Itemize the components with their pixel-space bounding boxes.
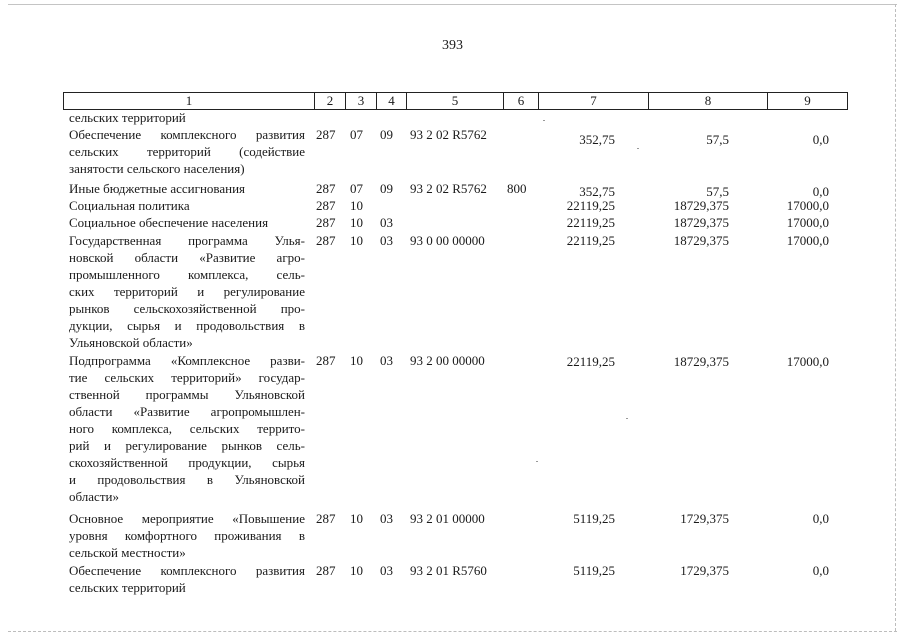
row-name-line: новской области «Развитие агро- bbox=[69, 250, 305, 265]
cell-c9: 0,0 bbox=[812, 563, 829, 578]
row-name-line: Социальная политика bbox=[69, 198, 190, 213]
header-col-5: 5 bbox=[407, 93, 504, 109]
row-name-line: ного комплекса, сельских террито- bbox=[69, 421, 305, 436]
cell-c4: 09 bbox=[380, 181, 393, 196]
row-name-line: области» bbox=[69, 489, 119, 504]
row-name-line: рынков сельскохозяйственной про- bbox=[69, 301, 305, 316]
cell-c3: 07 bbox=[350, 181, 363, 196]
table-header-row bbox=[63, 92, 848, 110]
scan-speck bbox=[637, 148, 639, 149]
row-name-line: промышленного комплекса, сель- bbox=[69, 267, 305, 282]
cell-c8: 18729,375 bbox=[673, 233, 729, 248]
cell-c8: 18729,375 bbox=[673, 215, 729, 230]
row-name-line: и продовольствия в Ульяновской bbox=[69, 472, 305, 487]
header-col-8: 8 bbox=[649, 93, 768, 109]
row-name bbox=[69, 232, 305, 351]
cell-c7: 22119,25 bbox=[566, 354, 615, 369]
cell-c2: 287 bbox=[316, 127, 336, 142]
cell-c8: 1729,375 bbox=[680, 563, 729, 578]
cell-c3: 10 bbox=[350, 563, 363, 578]
cell-c8: 1729,375 bbox=[680, 511, 729, 526]
scan-edge-bottom bbox=[8, 631, 897, 632]
cell-c5: 93 2 02 R5762 bbox=[410, 181, 487, 196]
header-col-1: 1 bbox=[64, 93, 315, 109]
cell-c7: 5119,25 bbox=[573, 563, 615, 578]
header-col-4: 4 bbox=[377, 93, 407, 109]
cell-c8: 18729,375 bbox=[673, 198, 729, 213]
cell-c8: 57,5 bbox=[706, 132, 729, 147]
scan-speck bbox=[626, 418, 628, 419]
row-name bbox=[69, 214, 305, 231]
header-col-3: 3 bbox=[346, 93, 377, 109]
scan-edge-right bbox=[895, 4, 896, 631]
cell-c5: 93 2 02 R5762 bbox=[410, 127, 487, 142]
cell-c3: 10 bbox=[350, 198, 363, 213]
cell-c7: 22119,25 bbox=[566, 198, 615, 213]
cell-c8: 57,5 bbox=[706, 184, 729, 199]
cell-c2: 287 bbox=[316, 198, 336, 213]
row-name-line: Государственная программа Улья- bbox=[69, 233, 305, 248]
cell-c4: 03 bbox=[380, 215, 393, 230]
cell-c3: 10 bbox=[350, 511, 363, 526]
cell-c5: 93 0 00 00000 bbox=[410, 233, 485, 248]
cell-c9: 0,0 bbox=[812, 184, 829, 199]
scan-edge-top bbox=[8, 4, 897, 5]
row-name-line: ственной программы Ульяновской bbox=[69, 387, 305, 402]
cell-c3: 10 bbox=[350, 215, 363, 230]
cell-c9: 0,0 bbox=[812, 132, 829, 147]
cell-c7: 352,75 bbox=[579, 184, 615, 199]
header-col-2: 2 bbox=[315, 93, 346, 109]
cell-c2: 287 bbox=[316, 233, 336, 248]
row-name-line: тие сельских территорий» государ- bbox=[69, 370, 305, 385]
cell-c9: 17000,0 bbox=[786, 198, 829, 213]
cell-c3: 10 bbox=[350, 353, 363, 368]
row-name-line: Иные бюджетные ассигнования bbox=[69, 181, 246, 196]
cell-c5: 93 2 01 R5760 bbox=[410, 563, 487, 578]
cell-c4: 03 bbox=[380, 233, 393, 248]
header-col-9: 9 bbox=[804, 93, 811, 108]
cell-c2: 287 bbox=[316, 215, 336, 230]
cell-c3: 07 bbox=[350, 127, 363, 142]
cell-c2: 287 bbox=[316, 353, 336, 368]
row-name bbox=[69, 180, 305, 197]
cell-c9: 17000,0 bbox=[786, 215, 829, 230]
row-name bbox=[69, 197, 305, 214]
cell-c9: 17000,0 bbox=[786, 233, 829, 248]
cell-c3: 10 bbox=[350, 233, 363, 248]
row-name-line: дукции, сырья и продовольствия в bbox=[69, 318, 305, 333]
row-name bbox=[69, 562, 305, 596]
row-name bbox=[69, 352, 305, 505]
header-col-6: 6 bbox=[504, 93, 539, 109]
cell-c4: 03 bbox=[380, 353, 393, 368]
row-name-line: уровня комфортного проживания в bbox=[69, 528, 305, 543]
carryover-text: сельских территорий bbox=[69, 110, 186, 125]
row-name bbox=[69, 510, 305, 561]
cell-c7: 22119,25 bbox=[566, 233, 615, 248]
cell-c9: 0,0 bbox=[812, 511, 829, 526]
row-name-line: Основное мероприятие «Повышение bbox=[69, 511, 305, 526]
row-name-line: Социальное обеспечение населения bbox=[69, 215, 269, 230]
cell-c7: 352,75 bbox=[579, 132, 615, 147]
row-name-line: сельских территорий (содействие bbox=[69, 144, 305, 159]
cell-c5: 93 2 00 00000 bbox=[410, 353, 485, 368]
row-name-line: Ульяновской области» bbox=[69, 335, 193, 350]
row-name-line: Подпрограмма «Комплексное разви- bbox=[69, 353, 305, 368]
cell-c7: 22119,25 bbox=[566, 215, 615, 230]
cell-c9: 17000,0 bbox=[786, 354, 829, 369]
row-name-line: сельских территорий bbox=[69, 580, 186, 595]
row-name-line: Обеспечение комплексного развития bbox=[69, 563, 305, 578]
cell-c2: 287 bbox=[316, 563, 336, 578]
row-name-line: области «Развитие агропромышлен- bbox=[69, 404, 305, 419]
row-name-line: скохозяйственной продукции, сырья bbox=[69, 455, 305, 470]
page-number: 393 bbox=[442, 38, 463, 53]
cell-c8: 18729,375 bbox=[673, 354, 729, 369]
row-name bbox=[69, 126, 305, 177]
scan-speck bbox=[536, 461, 538, 462]
row-name-line: рий и регулирование рынков сель- bbox=[69, 438, 305, 453]
row-name-line: ских территорий и регулирование bbox=[69, 284, 305, 299]
row-name-line: занятости сельского населения) bbox=[69, 161, 245, 176]
row-name-line: Обеспечение комплексного развития bbox=[69, 127, 305, 142]
cell-c4: 03 bbox=[380, 563, 393, 578]
cell-c4: 09 bbox=[380, 127, 393, 142]
header-col-7: 7 bbox=[539, 93, 649, 109]
cell-c2: 287 bbox=[316, 511, 336, 526]
cell-c4: 03 bbox=[380, 511, 393, 526]
row-name-line: сельской местности» bbox=[69, 545, 186, 560]
cell-c7: 5119,25 bbox=[573, 511, 615, 526]
cell-c5: 93 2 01 00000 bbox=[410, 511, 485, 526]
cell-c6: 800 bbox=[507, 181, 527, 196]
scan-speck bbox=[543, 120, 545, 121]
cell-c2: 287 bbox=[316, 181, 336, 196]
